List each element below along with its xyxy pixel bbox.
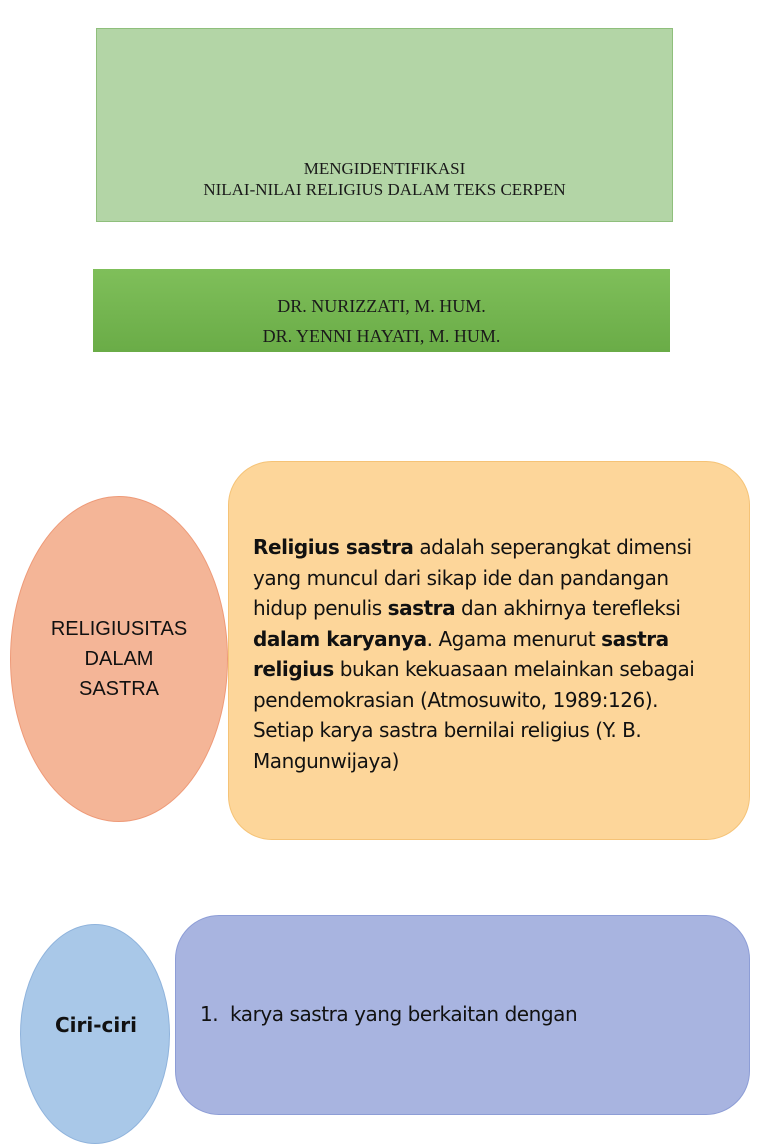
term-sastra: sastra bbox=[387, 596, 456, 620]
definition-text-2: dan akhirnya terefleksi bbox=[455, 596, 681, 620]
ellipse-label-line-2: DALAM bbox=[84, 648, 154, 670]
definition-paragraph bbox=[253, 532, 719, 776]
religiusitas-ellipse bbox=[10, 496, 228, 822]
list-item bbox=[200, 1002, 577, 1026]
authors-box bbox=[93, 269, 670, 352]
ciri-ciri-label: Ciri-ciri bbox=[55, 1013, 137, 1037]
term-dalam-karyanya: dalam karyanya bbox=[253, 626, 427, 651]
definition-text-1: adalah seperangkat dimensi yang muncul dari sikap ide dan pandangan hidup penulis bbox=[253, 535, 692, 620]
title-line-1: MENGIDENTIFIKASI bbox=[303, 159, 466, 178]
author-2: DR. YENNI HAYATI, M. HUM. bbox=[262, 325, 501, 346]
term-religius-sastra: Religius sastra bbox=[253, 535, 414, 559]
definition-box bbox=[228, 461, 750, 840]
ellipse-label-line-3: SASTRA bbox=[78, 678, 160, 700]
definition-text-3: . Agama menurut bbox=[426, 626, 602, 651]
term-sastra-religius: sastra religius bbox=[253, 626, 669, 681]
ciri-ciri-ellipse bbox=[20, 924, 170, 1144]
list-item-number: 1. bbox=[200, 1002, 219, 1026]
title-line-2: NILAI-NILAI RELIGIUS DALAM TEKS CERPEN bbox=[203, 180, 566, 199]
title-box bbox=[96, 28, 673, 222]
list-item-text: karya sastra yang berkaitan dengan bbox=[230, 1002, 578, 1026]
author-1: DR. NURIZZATI, M. HUM. bbox=[277, 295, 486, 316]
ciri-list-box bbox=[175, 915, 750, 1115]
definition-text-4: bukan kekuasaan melainkan sebagai pendemokrasian (Atmosuwito, 1989:126). Setiap karya sastra bernilai religius (Y. B. Mangunwijaya) bbox=[253, 657, 695, 773]
ellipse-label-line-1: RELIGIUSITAS bbox=[50, 618, 188, 640]
